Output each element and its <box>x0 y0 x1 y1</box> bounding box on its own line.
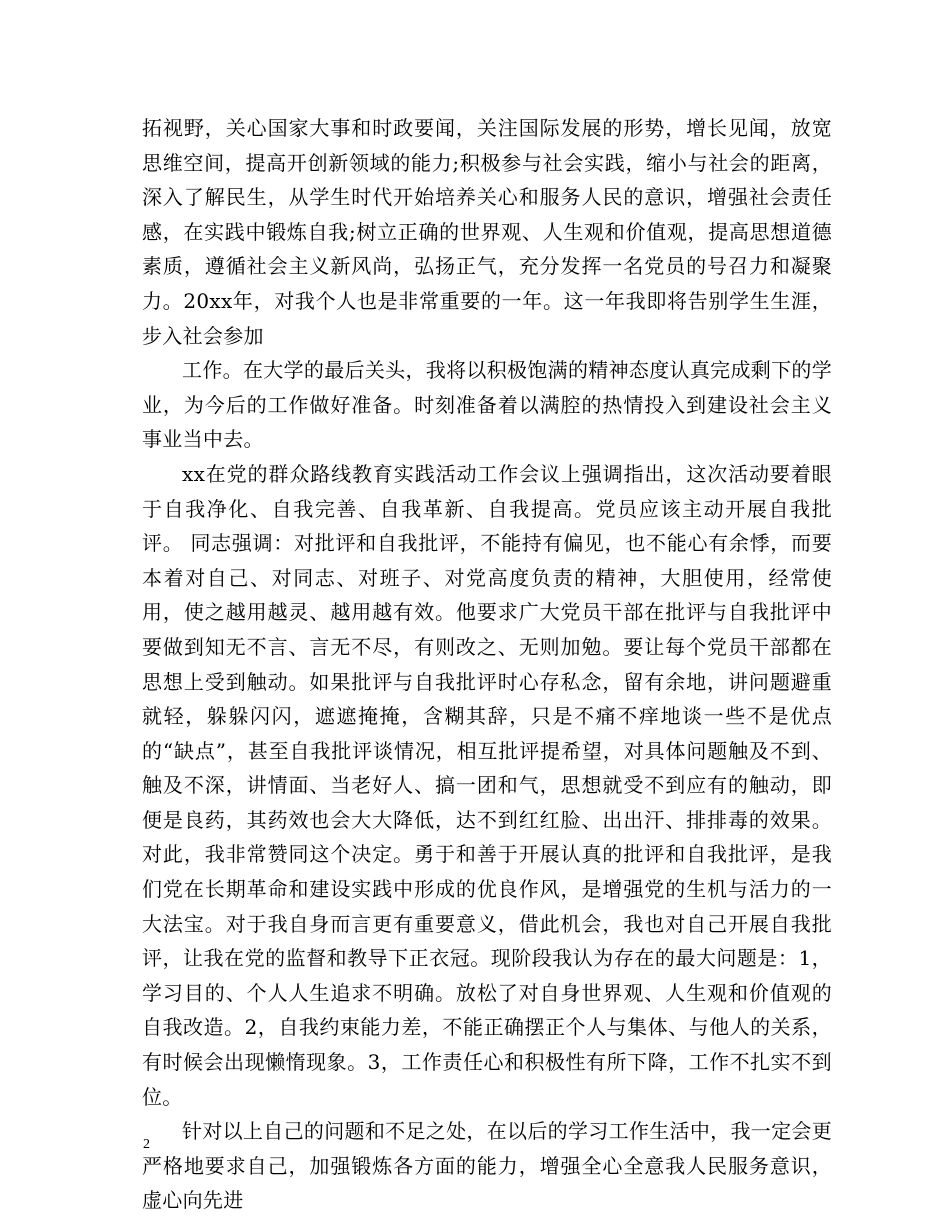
paragraph-4: 针对以上自己的问题和不足之处，在以后的学习工作生活中，我一定会更严格地要求自己，加强锻炼各方面的能力，增强全心全意我人民服务意识，虚心向先进 <box>142 1119 832 1213</box>
page-number: 2 <box>143 1137 150 1152</box>
paragraph-1: 拓视野，关心国家大事和时政要闻，关注国际发展的形势，增长见闻，放宽思维空间，提高开创新领域的能力;积极参与社会实践，缩小与社会的距离，深入了解民生，从学生时代开始培养关心和服务人民的意识，增强社会责任感，在实践中锻炼自我;树立正确的世界观、人生观和价值观，提高思想道德素质，遵循社会主义新风尚，弘扬正气，充分发挥一名党员的号召力和凝聚力。20xx年，对我个人也是非常重要的一年。这一年我即将告别学生生涯，步入社会参加 <box>142 116 832 348</box>
document-body <box>142 111 832 1218</box>
paragraph-2: 工作。在大学的最后关头，我将以积极饱满的精神态度认真完成剩下的学业，为今后的工作做好准备。时刻准备着以满腔的热情投入到建设社会主义事业当中去。 <box>142 358 832 452</box>
paragraph-3: xx在党的群众路线教育实践活动工作会议上强调指出，这次活动要着眼于自我净化、自我完善、自我革新、自我提高。党员应该主动开展自我批评。 同志强调：对批评和自我批评，不能持有偏见，也不能心有余悸，而要本着对自己、对同志、对班子、对党高度负责的精神，大胆使用，经常使用，使之越用越灵、越用越有效。他要求广大党员干部在批评与自我批评中要做到知无不言、言无不尽，有则改之、无则加勉。要让每个党员干部都在思想上受到触动。如果批评与自我批评时心存私念，留有余地，讲问题避重就轻，躲躲闪闪，遮遮掩掩，含糊其辞，只是不痛不痒地谈一些不是优点的“缺点”，甚至自我批评谈情况，相互批评提希望，对具体问题触及不到、触及不深，讲情面、当老好人、搞一团和气，思想就受不到应有的触动，即便是良药，其药效也会大大降低，达不到红红脸、出出汗、排排毒的效果。对此，我非常赞同这个决定。勇于和善于开展认真的批评和自我批评，是我们党在长期革命和建设实践中形成的优良作风，是增强党的生机与活力的一大法宝。对于我自身而言更有重要意义，借此机会，我也对自己开展自我批评，让我在党的监督和教导下正衣冠。现阶段我认为存在的最大问题是：1，学习目的、个人人生追求不明确。放松了对自身世界观、人生观和价值观的自我改造。2，自我约束能力差，不能正确摆正个人与集体、与他人的关系，有时候会出现懒惰现象。3，工作责任心和积极性有所下降，工作不扎实不到位。 <box>142 461 832 1109</box>
